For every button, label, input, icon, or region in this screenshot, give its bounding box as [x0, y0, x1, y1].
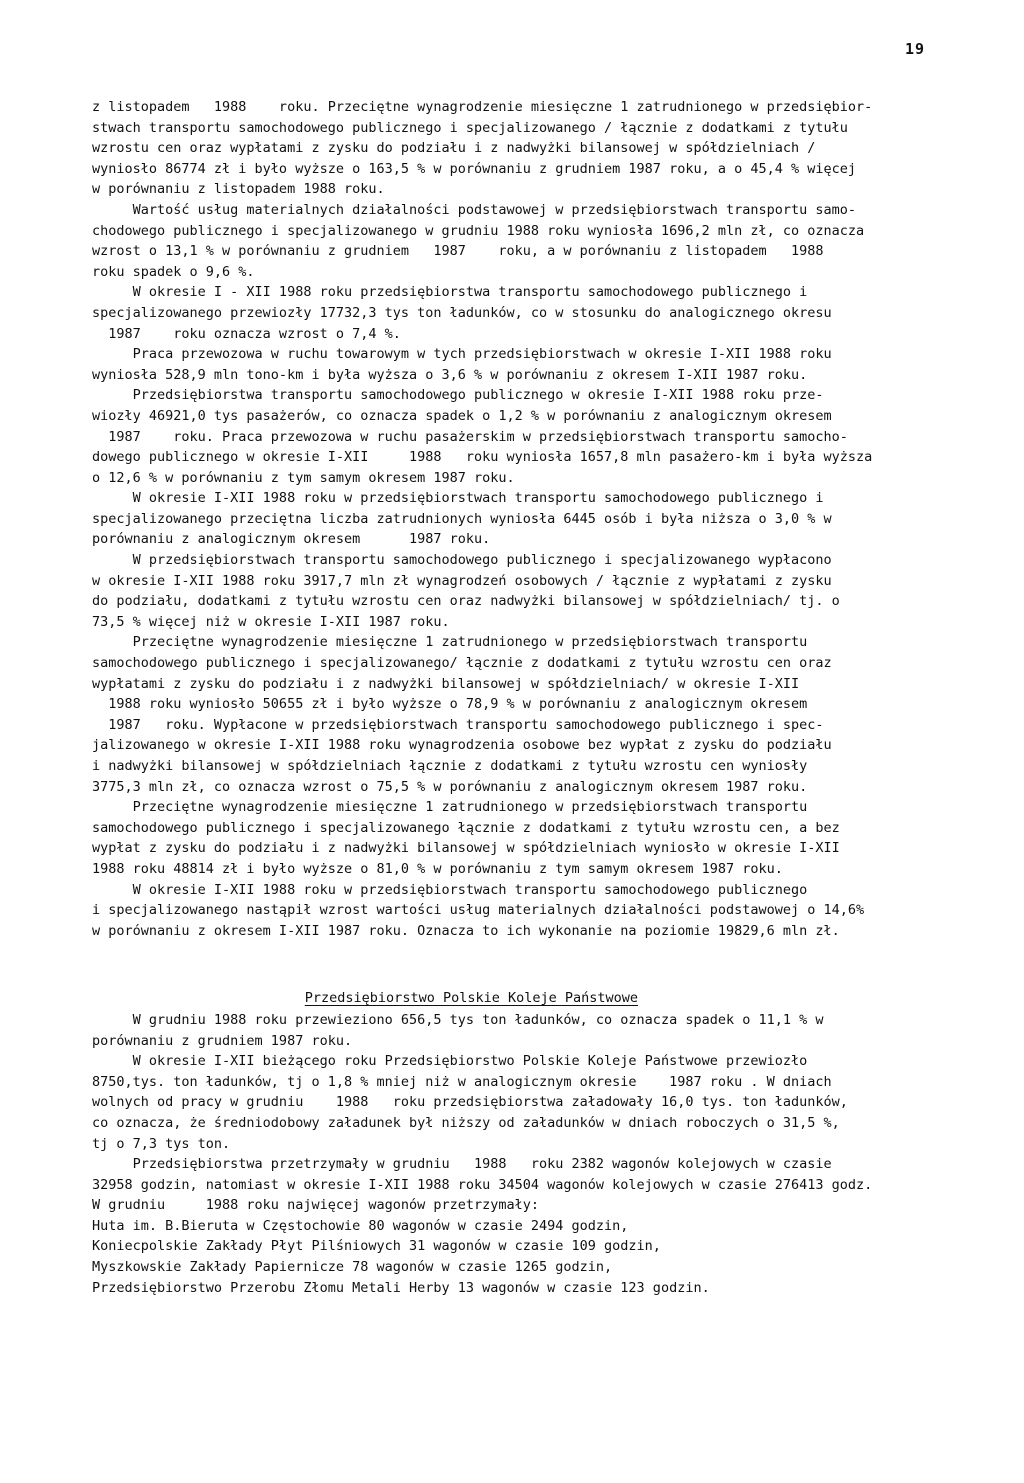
- text-line: w porównaniu z listopadem 1988 roku.: [92, 181, 385, 198]
- section-heading-pkp: Przedsiębiorstwo Polskie Koleje Państwowe: [304, 989, 639, 1006]
- text-line: Koniecpolskie Zakłady Płyt Pilśniowych 31 wagonów w czasie 109 godzin,: [92, 1238, 661, 1255]
- text-line: 1987 roku. Praca przewozowa w ruchu pasażerskim w przedsiębiorstwach transportu samocho-: [92, 428, 848, 445]
- text-line: porównaniu z analogicznym okresem 1987 roku.: [92, 531, 491, 548]
- section-heading-row: [92, 967, 972, 1006]
- text-line: wyniosło 86774 zł i było wyższe o 163,5 % w porównaniu z grudniem 1987 roku, a o 45,4 % więcej: [92, 160, 857, 177]
- text-line: 1988 roku 48814 zł i było wyższe o 81,0 % w porównaniu z tym samym okresem 1987 roku.: [92, 860, 783, 877]
- document-body: [92, 97, 972, 1298]
- text-line: Huta im. B.Bieruta w Częstochowie 80 wagonów w czasie 2494 godzin,: [92, 1217, 629, 1234]
- text-line: Myszkowskie Zakłady Papiernicze 78 wagonów w czasie 1265 godzin,: [92, 1259, 613, 1276]
- text-line: 3775,3 mln zł, co oznacza wzrost o 75,5 % w porównaniu z analogicznym okresem 1987 roku.: [92, 778, 808, 795]
- text-line: 1988 roku wyniosło 50655 zł i było wyższe o 78,9 % w porównaniu z analogicznym okresem: [92, 696, 808, 713]
- text-line: wypłatami z zysku do podziału i z nadwyżki bilansowej w spółdzielniach/ w okresie I-XII: [92, 675, 800, 692]
- text-line: w okresie I-XII 1988 roku 3917,7 mln zł wynagrodzeń osobowych / łącznie z wypłatami z zysku: [92, 572, 832, 589]
- text-line: i specjalizowanego nastąpił wzrost wartości usług materialnych działalności podstawowej o 14,6%: [92, 902, 865, 919]
- text-line: tj o 7,3 tys ton.: [92, 1135, 231, 1152]
- text-line: 1987 roku oznacza wzrost o 7,4 %.: [92, 325, 401, 342]
- text-line: o 12,6 % w porównaniu z tym samym okresem 1987 roku.: [92, 469, 515, 486]
- text-line: 8750,tys. ton ładunków, tj o 1,8 % mniej niż w analogicznym okresie 1987 roku . W dniach: [92, 1073, 832, 1090]
- text-line: specjalizowanego przewiozły 17732,3 tys ton ładunków, co w stosunku do analogicznego okresu: [92, 304, 832, 321]
- text-line: Wartość usług materialnych działalności podstawowej w przedsiębiorstwach transportu samo-: [92, 201, 857, 218]
- text-line: samochodowego publicznego i specjalizowanego/ łącznie z dodatkami z tytułu wzrostu cen oraz: [92, 655, 832, 672]
- text-line: z listopadem 1988 roku. Przeciętne wynagrodzenie miesięczne 1 zatrudnionego w przedsiębior-: [92, 99, 873, 115]
- text-line: W okresie I - XII 1988 roku przedsiębiorstwa transportu samochodowego publicznego i: [92, 284, 808, 301]
- page-number: 19: [905, 40, 926, 58]
- text-line: i nadwyżki bilansowej w spółdzielniach łącznie z dodatkami z tytułu wzrostu cen wyniosły: [92, 758, 808, 774]
- text-line: co oznacza, że średniodobowy załadunek był niższy od załadunków w dniach roboczych o 31,5 %,: [92, 1114, 840, 1131]
- text-line: jalizowanego w okresie I-XII 1988 roku wynagrodzenia osobowe bez wypłat z zysku do podziału: [92, 737, 832, 754]
- text-line: dowego publicznego w okresie I-XII 1988 roku wyniosła 1657,8 mln pasażero-km i była wyższa: [92, 449, 873, 466]
- text-line: wypłat z zysku do podziału i z nadwyżki bilansowej w spółdzielniach wyniosło w okresie I-XII: [92, 840, 840, 857]
- text-line: Przedsiębiorstwo Przerobu Złomu Metali Herby 13 wagonów w czasie 123 godzin.: [92, 1279, 710, 1296]
- text-line: w porównaniu z okresem I-XII 1987 roku. Oznacza to ich wykonanie na poziomie 19829,6 mln zł.: [92, 922, 840, 939]
- text-line: wzrostu cen oraz wypłatami z zysku do podziału i z nadwyżki bilansowej w spółdzielniach /: [92, 140, 816, 157]
- text-line: 73,5 % więcej niż w okresie I-XII 1987 roku.: [92, 613, 450, 630]
- text-line: W grudniu 1988 roku przewieziono 656,5 tys ton ładunków, co oznacza spadek o 11,1 % w: [92, 1011, 824, 1028]
- text-line: chodowego publicznego i specjalizowanego w grudniu 1988 roku wyniosła 1696,2 mln zł, co oznacza: [92, 222, 865, 239]
- text-line: 1987 roku. Wypłacone w przedsiębiorstwach transportu samochodowego publicznego i spec-: [92, 716, 824, 733]
- text-line: porównaniu z grudniem 1987 roku.: [92, 1032, 353, 1049]
- text-line: samochodowego publicznego i specjalizowanego łącznie z dodatkami z tytułu wzrostu cen, a bez: [92, 819, 840, 836]
- pkp-section: [92, 1010, 972, 1298]
- text-line: W okresie I-XII bieżącego roku Przedsiębiorstwo Polskie Koleje Państwowe przewiozło: [92, 1053, 808, 1070]
- text-line: Przedsiębiorstwa przetrzymały w grudniu 1988 roku 2382 wagonów kolejowych w czasie: [92, 1156, 832, 1173]
- text-line: 32958 godzin, natomiast w okresie I-XII 1988 roku 34504 wagonów kolejowych w czasie 276413 godz.: [92, 1176, 873, 1193]
- text-line: Przeciętne wynagrodzenie miesięczne 1 zatrudnionego w przedsiębiorstwach transportu: [92, 799, 808, 816]
- text-line: wzrost o 13,1 % w porównaniu z grudniem 1987 roku, a w porównaniu z listopadem 1988: [92, 243, 824, 260]
- text-line: roku spadek o 9,6 %.: [92, 263, 255, 280]
- text-line: wolnych od pracy w grudniu 1988 roku przedsiębiorstwa załadowały 16,0 tys. ton ładunków,: [92, 1094, 848, 1111]
- text-line: W okresie I-XII 1988 roku w przedsiębiorstwach transportu samochodowego publicznego i: [92, 490, 824, 507]
- text-line: W przedsiębiorstwach transportu samochodowego publicznego i specjalizowanego wypłacono: [92, 552, 832, 569]
- text-line: W okresie I-XII 1988 roku w przedsiębiorstwach transportu samochodowego publicznego: [92, 881, 808, 898]
- text-line: wyniosła 528,9 mln tono-km i była wyższa o 3,6 % w porównaniu z okresem I-XII 1987 roku.: [92, 366, 808, 383]
- text-line: wiozły 46921,0 tys pasażerów, co oznacza spadek o 1,2 % w porównaniu z analogicznym okresem: [92, 407, 832, 424]
- text-line: do podziału, dodatkami z tytułu wzrostu cen oraz nadwyżki bilansowej w spółdzielniach/ tj. o: [92, 593, 840, 610]
- text-line: W grudniu 1988 roku najwięcej wagonów przetrzymały:: [92, 1197, 540, 1214]
- text-line: Praca przewozowa w ruchu towarowym w tych przedsiębiorstwach w okresie I-XII 1988 roku: [92, 346, 832, 363]
- transport-section: [92, 97, 972, 941]
- text-line: Przeciętne wynagrodzenie miesięczne 1 zatrudnionego w przedsiębiorstwach transportu: [92, 634, 808, 651]
- text-line: Przedsiębiorstwa transportu samochodowego publicznego w okresie I-XII 1988 roku prze-: [92, 387, 824, 404]
- text-line: stwach transportu samochodowego publicznego i specjalizowanego / łącznie z dodatkami z tytułu: [92, 119, 848, 136]
- text-line: specjalizowanego przeciętna liczba zatrudnionych wyniosła 6445 osób i była niższa o 3,0 % w: [92, 510, 832, 527]
